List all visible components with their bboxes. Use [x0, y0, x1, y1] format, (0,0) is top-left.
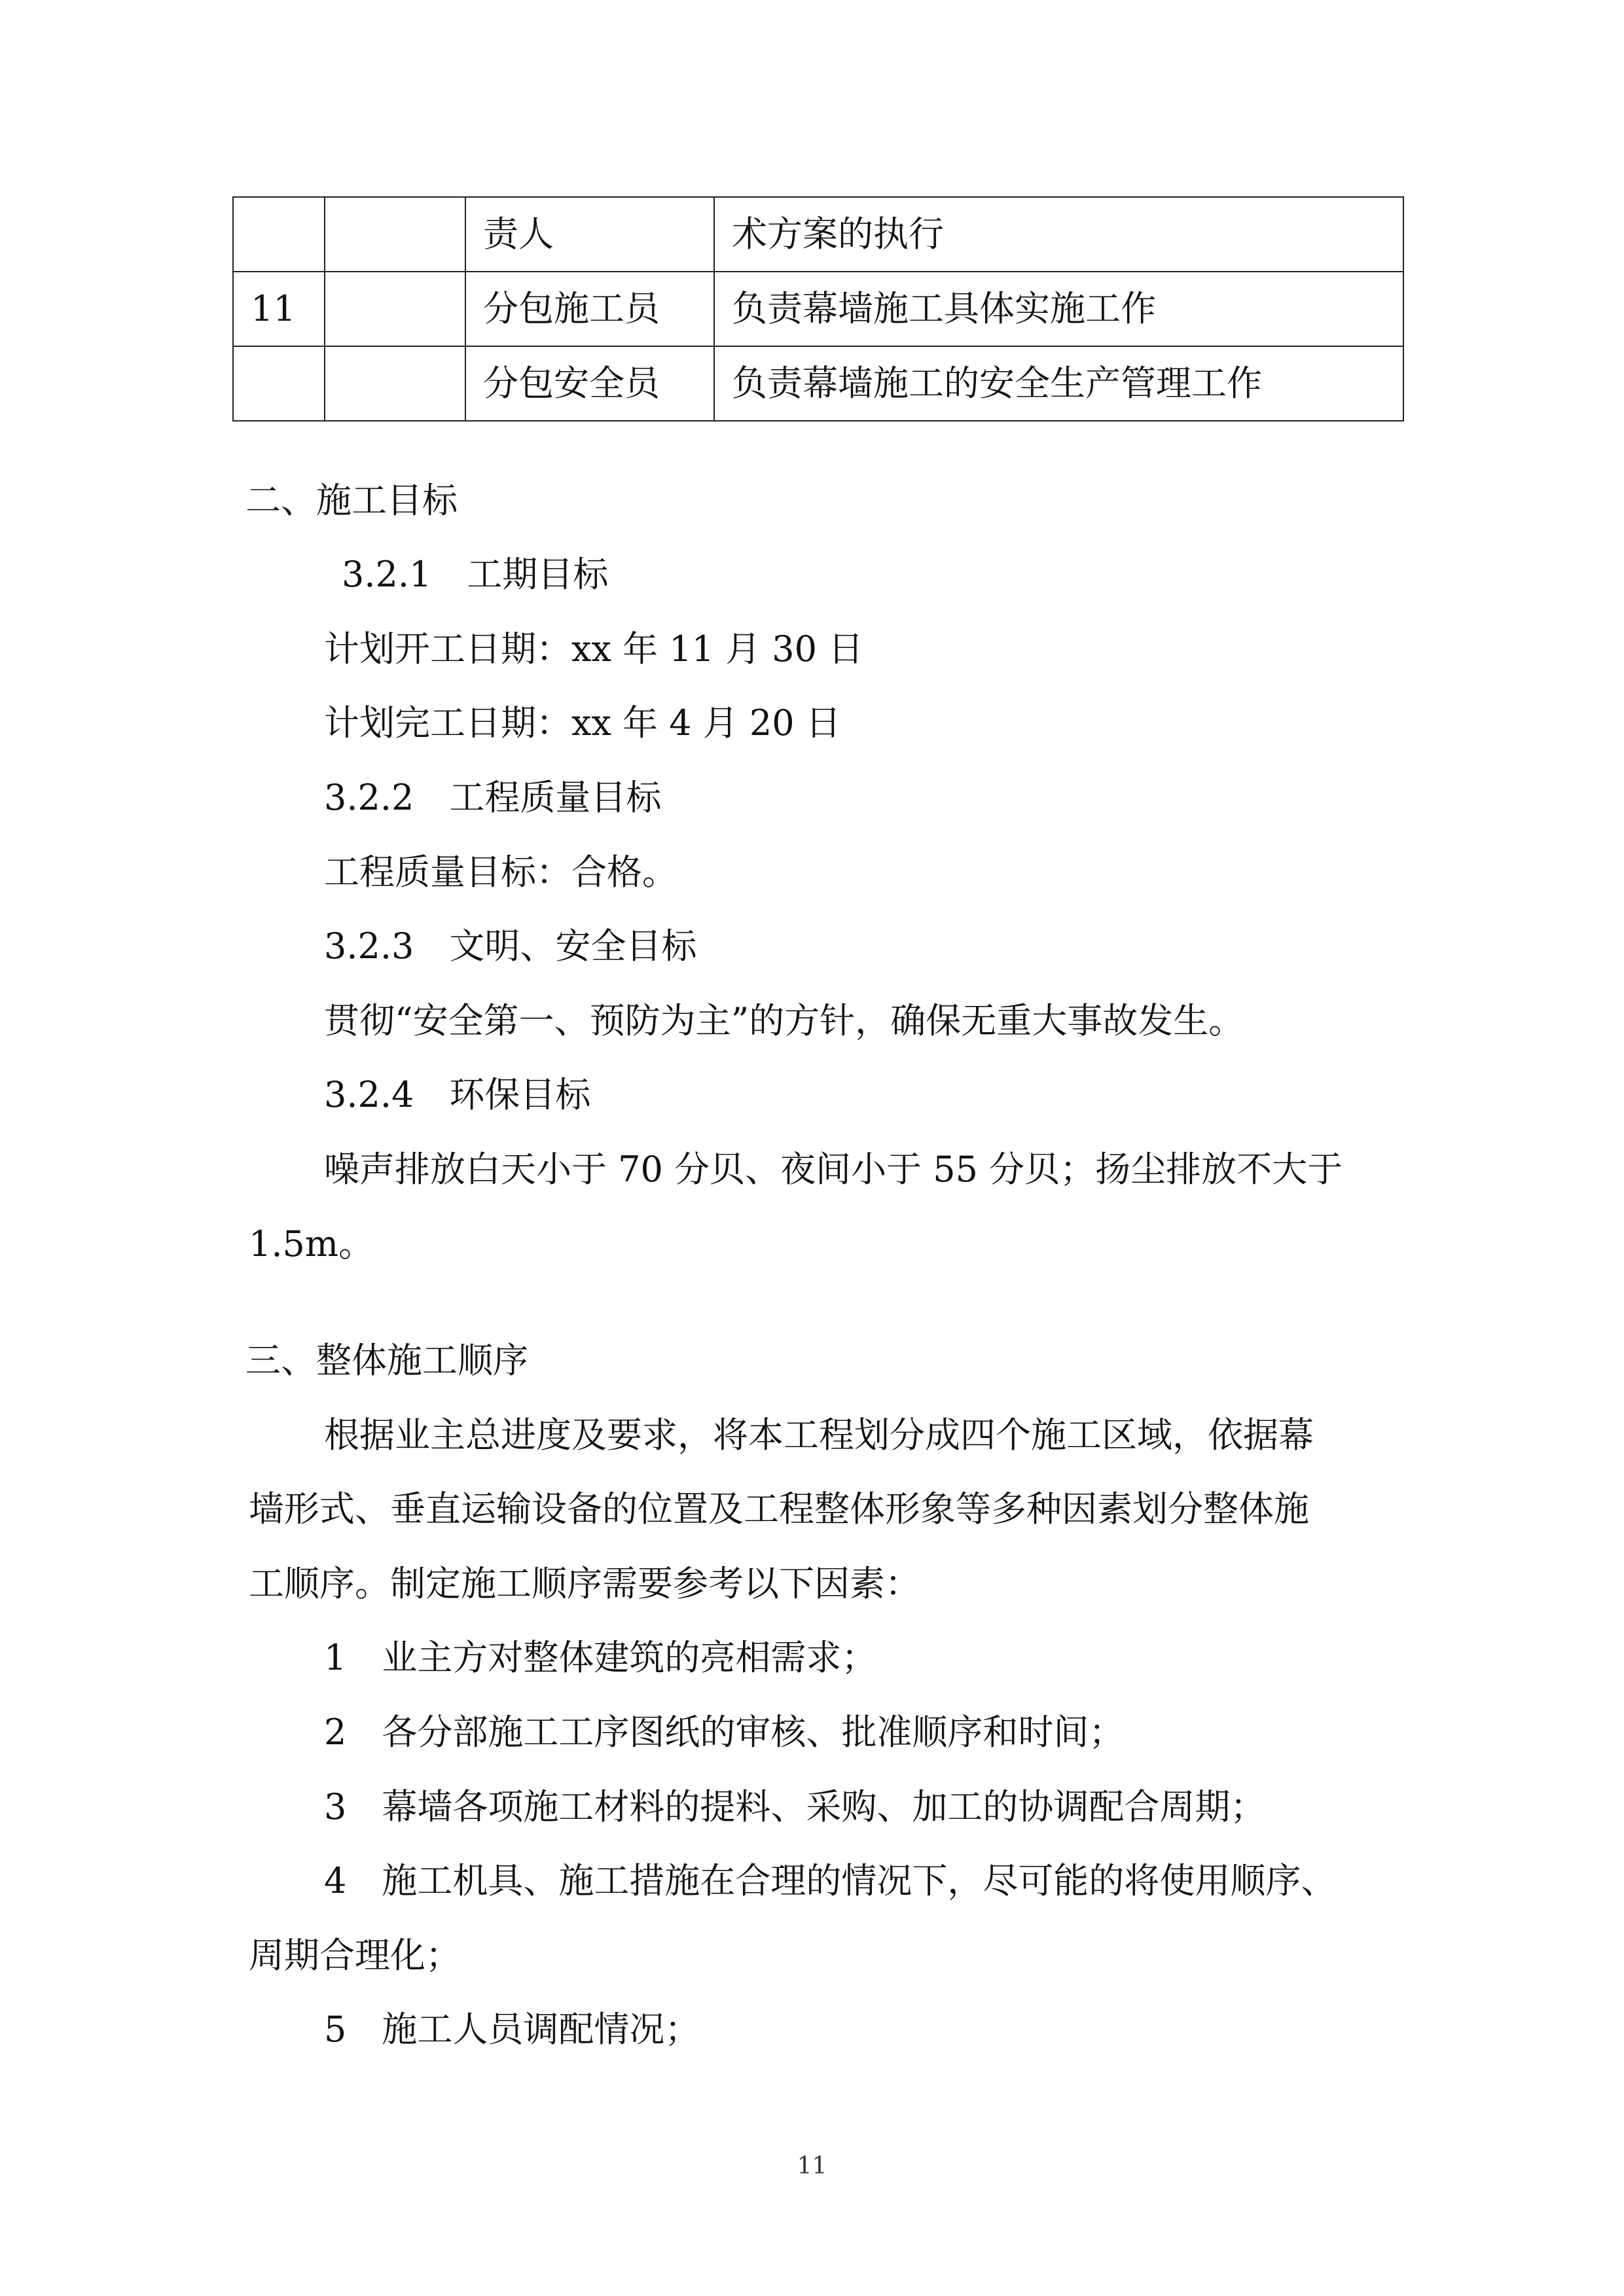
- paragraph-line: 计划完工日期：xx 年 4 月 20 日: [324, 702, 841, 744]
- section-heading: 三、整体施工顺序: [245, 1340, 528, 1381]
- table-cell-blank: [325, 272, 465, 346]
- table-cell-role: 责人: [465, 197, 714, 272]
- list-item: 4 施工机具、施工措施在合理的情况下，尽可能的将使用顺序、: [324, 1860, 1337, 1901]
- subsection-heading: 3.2.1 工期目标: [342, 554, 609, 595]
- table-cell-role: 分包安全员: [465, 346, 714, 421]
- page-number: 11: [797, 2153, 827, 2179]
- list-item: 1 业主方对整体建筑的亮相需求；: [324, 1637, 877, 1678]
- paragraph-line: 根据业主总进度及要求，将本工程划分成四个施工区域，依据幕: [324, 1414, 1314, 1456]
- table-row: [233, 272, 1403, 346]
- paragraph-line: 工顺序。制定施工顺序需要参考以下因素：: [249, 1563, 920, 1604]
- table-cell-duty: 负责幕墙施工具体实施工作: [714, 272, 1403, 346]
- paragraph-line: 1.5m。: [249, 1223, 374, 1265]
- section-heading: 二、施工目标: [245, 480, 458, 521]
- table-cell-role: 分包施工员: [465, 272, 714, 346]
- table-cell-duty: 负责幕墙施工的安全生产管理工作: [714, 346, 1403, 421]
- table-cell-blank: [325, 346, 465, 421]
- subsection-heading: 3.2.2 工程质量目标: [324, 777, 662, 818]
- table-cell-blank: [325, 197, 465, 272]
- table-cell-index: [233, 197, 325, 272]
- roles-table: [232, 196, 1404, 422]
- table-cell-index: [233, 346, 325, 421]
- paragraph-line: 计划开工日期：xx 年 11 月 30 日: [324, 628, 864, 670]
- paragraph-line: 贯彻“安全第一、预防为主”的方针，确保无重大事故发生。: [324, 1000, 1244, 1041]
- table-cell-duty: 术方案的执行: [714, 197, 1403, 272]
- list-item: 3 幕墙各项施工材料的提料、采购、加工的协调配合周期；: [324, 1786, 1266, 1827]
- subsection-heading: 3.2.3 文明、安全目标: [324, 925, 697, 967]
- table-row: [233, 197, 1403, 272]
- paragraph-line: 墙形式、垂直运输设备的位置及工程整体形象等多种因素划分整体施: [249, 1488, 1309, 1530]
- list-item: 2 各分部施工工序图纸的审核、批准顺序和时间；: [324, 1712, 1125, 1753]
- table-cell-index: 11: [233, 272, 325, 346]
- list-item: 5 施工人员调配情况；: [324, 2009, 700, 2050]
- table-row: [233, 346, 1403, 421]
- list-item: 周期合理化；: [249, 1935, 461, 1976]
- subsection-heading: 3.2.4 环保目标: [324, 1074, 591, 1115]
- paragraph-line: 工程质量目标：合格。: [324, 852, 677, 893]
- paragraph-line: 噪声排放白天小于 70 分贝、夜间小于 55 分贝；扬尘排放不大于: [324, 1149, 1343, 1190]
